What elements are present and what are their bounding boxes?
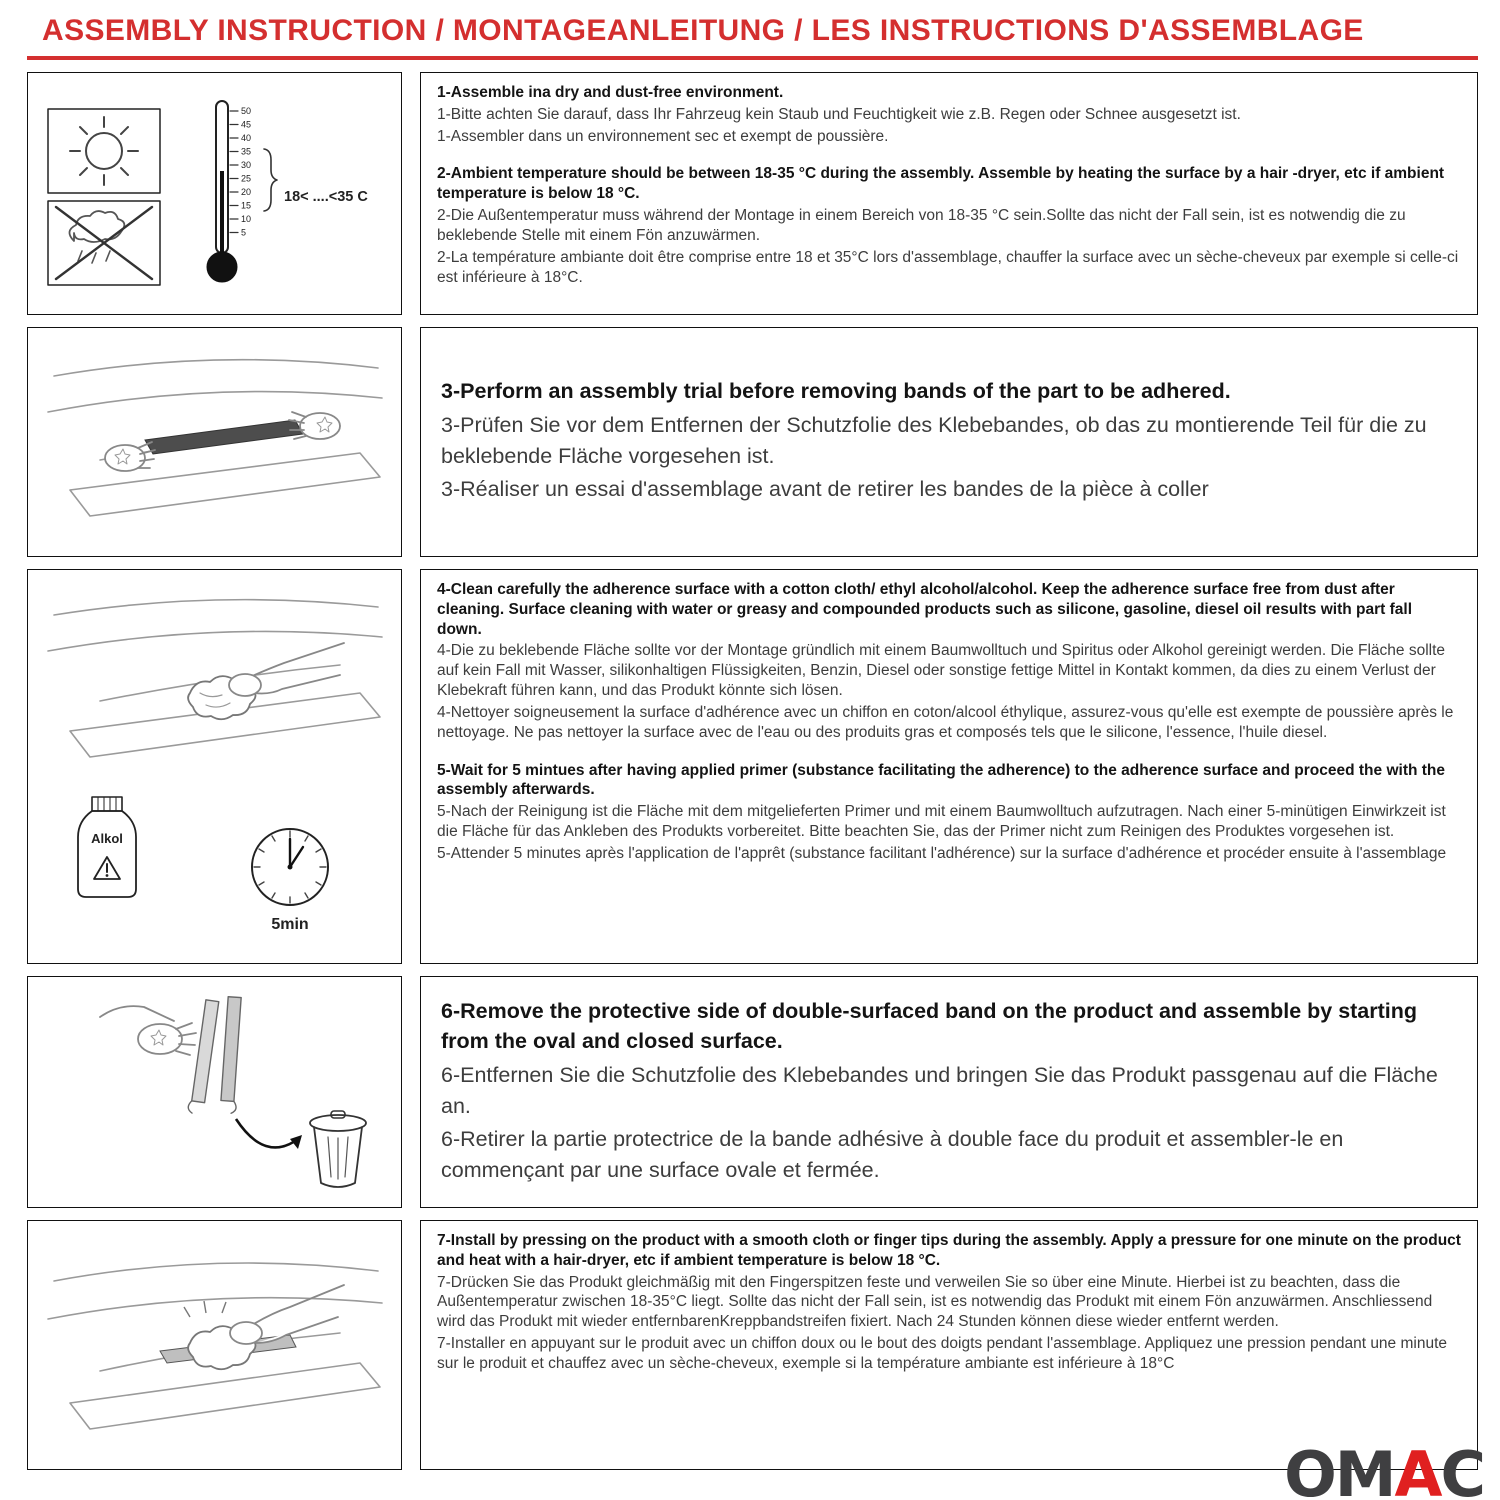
pressure-motion-lines [184,1301,226,1317]
instruction-text: 1-Assembler dans un environnement sec et exempt de poussière. [437,127,889,145]
instruction-text: 5-Nach der Reinigung ist die Fläche mit dem mitgelieferten Primer und mit einem Baumwolltuch aufzutragen. Nach einer 5-minütigen Einwirkzeit ist die Fläche für das Ankleben des Produkts vorbereitet. Bitte beachten Sie, das der Primer nicht zum Reinigen des Produktes vorgesehen ist. [437,803,1446,841]
section-assembly-trial [27,327,1478,557]
thermo-tick: 10 [240,213,251,224]
no-rain-icon [48,201,160,285]
arrow-to-trash [236,1119,298,1147]
page-title: ASSEMBLY INSTRUCTION / MONTAGEANLEITUNG / LES INSTRUCTIONS D'ASSEMBLAGE [42,14,1364,47]
thermo-tick: 25 [240,173,251,183]
press-install-illustration [40,1233,390,1458]
cleaning-text [420,569,1478,964]
press-install-text [420,1220,1478,1470]
instruction-text: 4-Clean carefully the adherence surface with a cotton cloth/ ethyl alcohol/alcohol. Keep the adherence surface free from dust after cleaning. Surface cleaning with water or greasy and compounded products such as silicone, gasoline, diesel oil results with part fall down. [437,581,1413,638]
section-press-install [27,1220,1478,1470]
thermo-tick: 30 [240,159,251,170]
logo-text-c: C [1440,1438,1484,1500]
instruction-text: 2-Ambient temperature should be between 18-35 °C during the assembly. Assemble by heating the surface by a hair -dryer, etc if ambient temperature is below 18 °C. [437,165,1445,203]
assembly-trial-illustration [40,340,390,545]
alcohol-bottle-icon [78,797,136,897]
omac-logo [1284,1438,1484,1500]
thermo-tick: 5 [240,227,246,237]
thermo-tick: 50 [240,105,251,116]
instruction-text: 2-Die Außentemperatur muss während der Montage in einem Bereich von 18-35 °C sein.Sollte das nicht der Fall sein, ist es notwendig die zu beklebende Stelle mit einem Fön anzuwärmen. [437,207,1406,244]
cleaning-hand-icon [229,643,344,696]
thermo-tick: 45 [240,119,251,129]
thermo-tick: 40 [240,132,251,143]
section-remove-band [27,976,1478,1208]
protective-strips [187,997,243,1115]
sun-icon [48,109,160,193]
thermo-tick: 15 [240,200,251,210]
instruction-text: 7-Install by pressing on the product with a smooth cloth or finger tips during the assembly. Apply a pressure for one minute on the product and heat with a hair-dryer, etc if ambient temperature is below 18 °C. [437,1232,1461,1269]
instruction-text: 3-Réaliser un essai d'assemblage avant de retirer les bandes de la pièce à coller [441,477,1209,502]
remove-band-figure [27,976,402,1208]
cleaning-figure [27,569,402,964]
title-underline [27,56,1478,60]
instruction-rows [0,72,1500,1470]
instruction-text: 6-Entfernen Sie die Schutzfolie des Klebebandes und bringen Sie das Produkt passgenau auf die Fläche an. [441,1062,1438,1118]
paragraph-gap [437,148,1461,164]
remove-band-illustration [40,987,390,1197]
left-hand-icon [105,442,155,471]
thermometer-range-label: 18< ....<35 C [283,188,368,205]
environment-text [420,72,1478,315]
instruction-text: 7-Installer en appuyant sur le produit avec un chiffon doux ou le bout des doigts pendant l'assemblage. Appliquez une pression pendant une minute sur le produit et chauffez avec un sèche-cheveux, exemple si la température ambiante est inférieure à 18°C [437,1335,1448,1372]
peeling-hand-icon [100,1006,196,1055]
logo-text-om: OM [1284,1438,1395,1500]
assembly-trial-figure [27,327,402,557]
instruction-text: 3-Perform an assembly trial before removing bands of the part to be adhered. [441,379,1231,404]
instruction-text: 6-Remove the protective side of double-surfaced band on the product and assemble by starting from the oval and closed surface. [441,998,1418,1054]
thermometer-icon [207,101,368,282]
assembly-trial-text [420,327,1478,557]
thermo-tick: 20 [240,186,251,197]
sill-trim-strip [145,420,303,454]
press-install-figure [27,1220,402,1470]
instruction-text: 7-Drücken Sie das Produkt gleichmäßig mit den Fingerspitzen feste und verweilen Sie so über eine Minute. Hierbei ist zu beachten, dass die Außentemperatur zwischen 18-35°C liegt. Sollte das nicht der Fall sein, ist es notwendig das Produkt mit einem Fön anzuwärmen. Anschliessend wird das Produkt mit wieder entfernbarenKreppbandstreifen fixiert. Nach 24 Stunden können diese wieder entfernt werden. [437,1273,1433,1331]
thermo-tick: 35 [240,146,251,156]
instruction-text: 2-La température ambiante doit être comprise entre 18 et 35°C lors d'assemblage, chauffer la surface avec un sèche-cheveux par exemple si celle-ci est inférieure à 18°C. [437,248,1459,286]
trash-can-icon [310,1111,366,1187]
environment-illustration [40,83,390,305]
clock-duration-label: 5min [270,915,309,933]
remove-band-text [420,976,1478,1208]
instruction-text: 3-Prüfen Sie vor dem Entfernen der Schutzfolie des Klebebandes, ob das zu montierende Teil für die zu beklebende Fläche vorgesehen ist. [441,412,1427,468]
environment-figure [27,72,402,315]
instruction-text: 4-Nettoyer soigneusement la surface d'adhérence avec un chiffon en coton/alcool éthylique, assurez-vous qu'elle est exempte de poussière après le nettoyage. Ne pas nettoyer la surface avec de l'eau ou des produits gras et composés tels que le silicone, l'essence, l'huile diesel. [437,703,1454,741]
instruction-text: 5-Attender 5 minutes après l'application de l'apprêt (substance facilitant l'adhérence) sur la surface d'adhérence et procéder ensuite à l'assemblage [437,844,1447,862]
logo-text-a: A [1394,1438,1441,1500]
instruction-text: 6-Retirer la partie protectrice de la bande adhésive à double face du produit et assembler-le en commençant par une surface ovale et fermée. [441,1127,1344,1182]
instruction-text: 5-Wait for 5 mintues after having applied primer (substance facilitating the adherence) to the adherence surface and proceed the with the assembly afterwards. [437,761,1445,799]
instruction-text: 1-Assemble ina dry and dust-free environment. [437,84,784,101]
section-cleaning-primer [27,569,1478,964]
instruction-text: 4-Die zu beklebende Fläche sollte vor der Montage gründlich mit einem Baumwolltuch und Spiritus oder Alkohol gereinigt werden. Die Fläche sollte auf kein Fall mit Wasser, silikonhaltigen Flüssigkeiten, Benzin, Diesel oder sonstige fettige Mittel in Kontakt kommen, da dies zu einem Verlust der Klebekraft führen kann, und das Produkt könnte sich lösen. [437,642,1446,700]
alcohol-label: Alkol [90,830,123,846]
section-environment [27,72,1478,315]
cleaning-illustration [40,581,390,953]
clock-icon [252,829,328,933]
range-bracket [264,149,277,211]
instruction-text: 1-Bitte achten Sie darauf, dass Ihr Fahrzeug kein Staub und Feuchtigkeit wie z.B. Regen oder Schnee ausgesetzt ist. [437,105,1241,123]
paragraph-gap [437,745,1461,761]
